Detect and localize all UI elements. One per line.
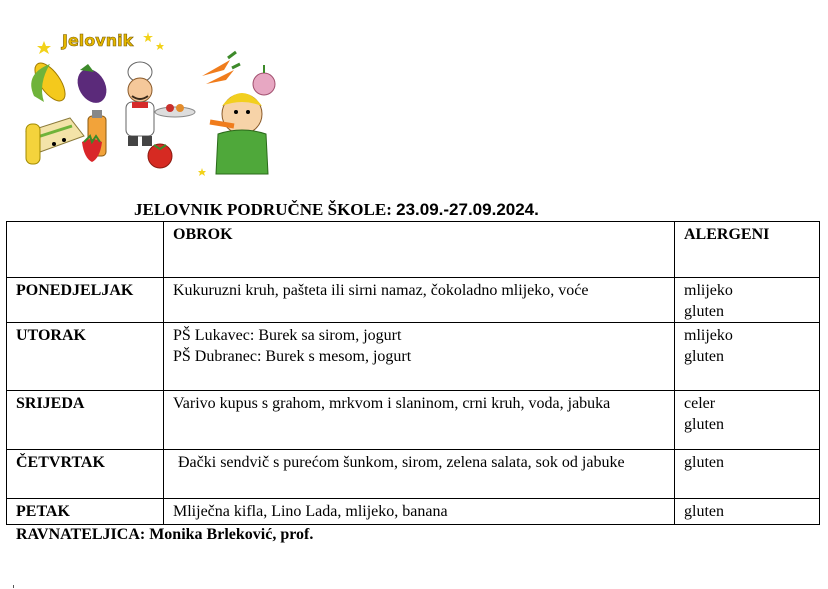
meal-line: Đački sendvič s purećom šunkom, sirom, zelena salata, sok od jabuke (178, 454, 625, 471)
allergen-item: mlijeko (684, 327, 733, 344)
day-cell: PONEDJELJAK (7, 278, 164, 323)
carrot-icon (202, 52, 240, 84)
heading-label: JELOVNIK PODRUČNE ŠKOLE: (134, 200, 392, 219)
meal-cell (164, 323, 675, 391)
tomato-icon (148, 144, 172, 168)
meal-line: Varivo kupus s grahom, mrkvom i slaninom, crni kruh, voda, jabuka (173, 395, 611, 412)
chef-icon (126, 62, 195, 146)
allergen-item: mlijeko (684, 282, 733, 299)
meal-cell (164, 278, 675, 323)
header-allergens: ALERGENI (675, 222, 820, 278)
allergens-cell (675, 323, 820, 391)
stray-mark (13, 585, 14, 588)
jelovnik-logo (20, 24, 282, 182)
day-cell: SRIJEDA (7, 391, 164, 450)
day-cell: PETAK (7, 499, 164, 525)
table-row (7, 323, 820, 391)
allergen-item: gluten (684, 416, 724, 433)
allergen-item: gluten (684, 303, 724, 320)
sandwich-icon (26, 118, 84, 164)
star-icons (37, 32, 206, 176)
allergens-cell (675, 450, 820, 499)
allergens-cell (675, 391, 820, 450)
onion-icon (253, 65, 275, 95)
heading-dates: 23.09.-27.09.2024. (396, 200, 539, 219)
table-row (7, 278, 820, 323)
allergen-item: gluten (684, 348, 724, 365)
meal-line: Mliječna kifla, Lino Lada, mlijeko, banana (173, 503, 448, 520)
meal-line: Kukuruzni kruh, pašteta ili sirni namaz, čokoladno mlijeko, voće (173, 282, 589, 299)
menu-heading (134, 200, 539, 220)
logo-title: Jelovnik (62, 31, 134, 50)
table-row (7, 391, 820, 450)
meal-line: PŠ Lukavec: Burek sa sirom, jogurt (173, 327, 402, 344)
day-cell: UTORAK (7, 323, 164, 391)
meal-cell (164, 499, 675, 525)
meal-cell (164, 391, 675, 450)
principal-signature-line: RAVNATELJICA: Monika Brleković, prof. (16, 526, 314, 543)
allergens-cell (675, 499, 820, 525)
strawberry-icon (82, 136, 102, 162)
table-row (7, 499, 820, 525)
meal-line: PŠ Dubranec: Burek s mesom, jogurt (173, 348, 412, 365)
meal-cell (164, 450, 675, 499)
day-cell: ČETVRTAK (7, 450, 164, 499)
table-row (7, 450, 820, 499)
table-header-row (7, 222, 820, 278)
allergen-item: gluten (684, 454, 724, 471)
allergen-item: gluten (684, 503, 724, 520)
kid-icon (210, 93, 268, 174)
menu-table (6, 221, 820, 525)
allergen-item: celer (684, 395, 716, 412)
allergens-cell (675, 278, 820, 323)
header-day (7, 222, 164, 278)
header-meal: OBROK (164, 222, 675, 278)
eggplant-icon (72, 64, 113, 108)
corn-icon (29, 58, 71, 106)
